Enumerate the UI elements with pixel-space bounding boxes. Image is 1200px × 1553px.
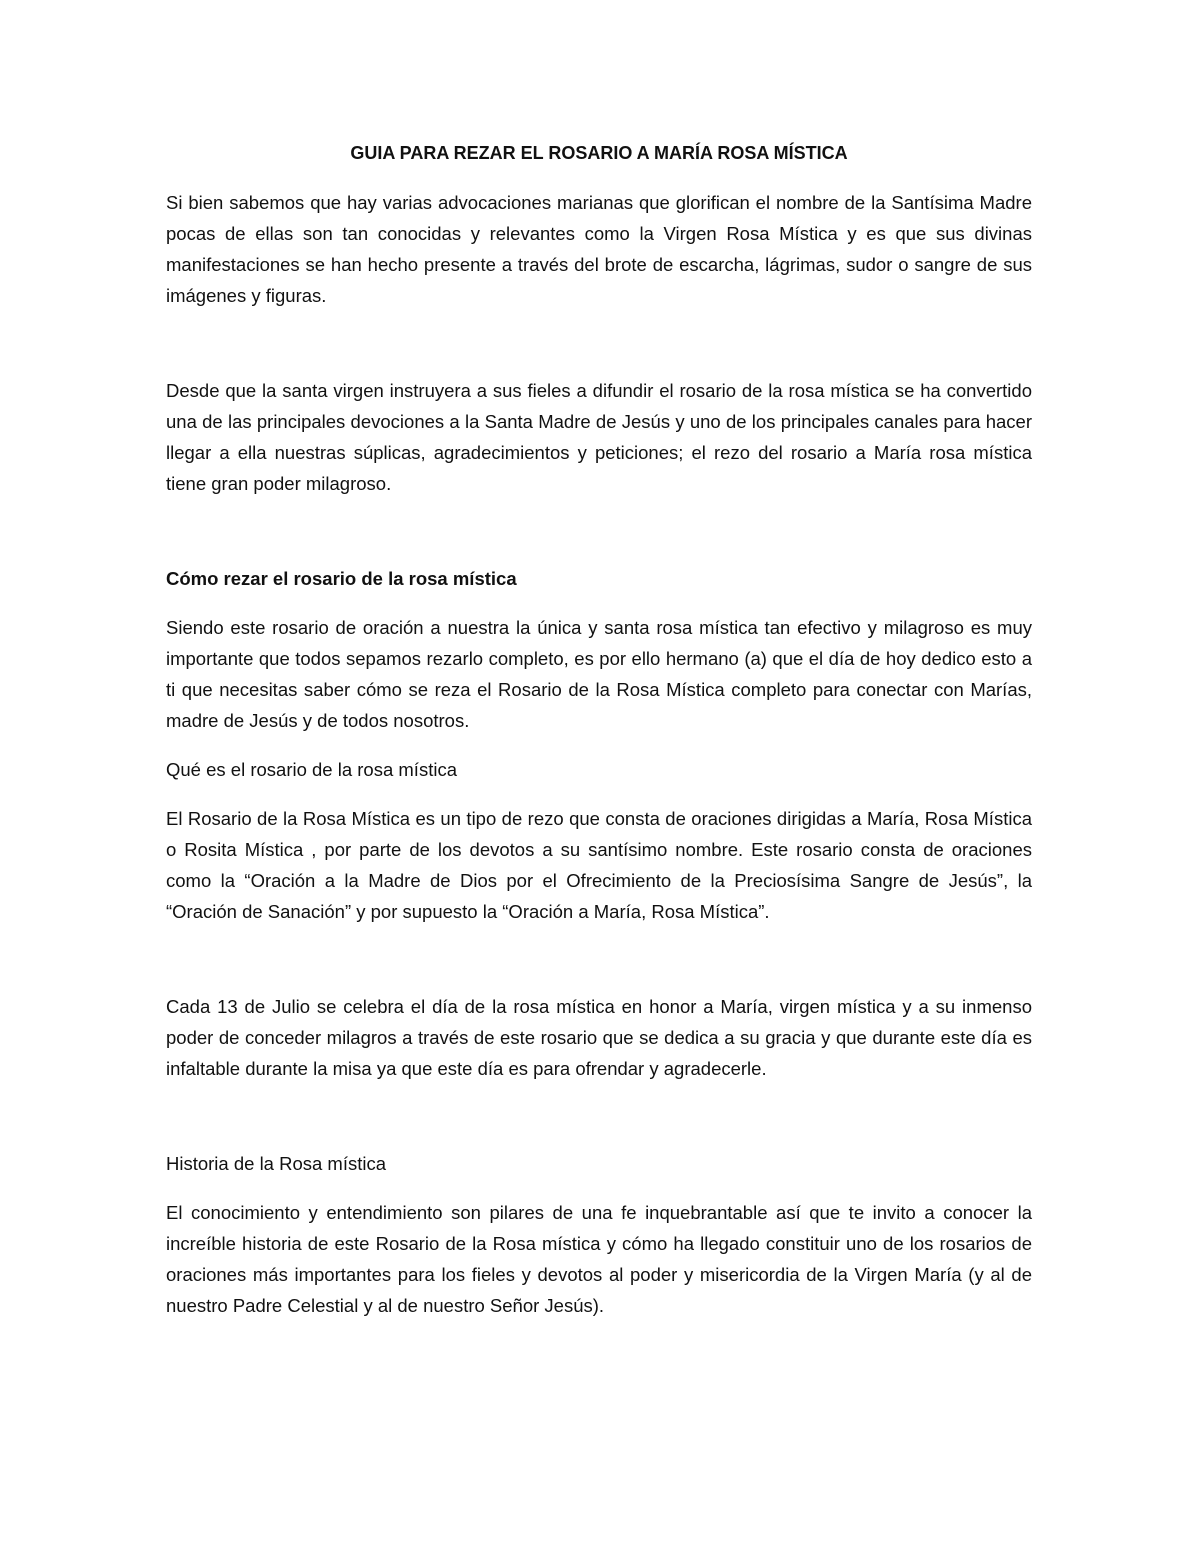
intro-paragraph-2: Desde que la santa virgen instruyera a sus fieles a difundir el rosario de la rosa mística se ha convertido una de las principales devociones a la Santa Madre de Jesús y uno de los principales canales para hacer llegar a ella nuestras súplicas, agradecimientos y peticiones; el rezo del rosario a María rosa mística tiene gran poder milagroso. [166,380,1032,494]
feast-day-paragraph: Cada 13 de Julio se celebra el día de la rosa mística en honor a María, virgen mística y a su inmenso poder de conceder milagros a través de este rosario que se dedica a su gracia y que durante este día es infaltable durante la misa ya que este día es para ofrendar y agradecerle. [166,996,1032,1079]
document-title: GUIA PARA REZAR EL ROSARIO A MARÍA ROSA MÍSTICA [350,143,848,163]
intro-paragraph-1: Si bien sabemos que hay varias advocaciones marianas que glorifican el nombre de la Santísima Madre pocas de ellas son tan conocidas y relevantes como la Virgen Rosa Mística y es que sus divinas manifestaciones se han hecho presente a través del brote de escarcha, lágrimas, sudor o sangre de sus imágenes y figuras. [166,192,1032,306]
paragraph-spacer [166,329,1032,375]
how-to-pray-heading: Cómo rezar el rosario de la rosa mística [166,568,517,589]
how-to-pray-paragraph: Siendo este rosario de oración a nuestra la única y santa rosa mística tan efectivo y milagroso es muy importante que todos sepamos rezarlo completo, es por ello hermano (a) que el día de hoy dedico esto a ti que necesitas saber cómo se reza el Rosario de la Rosa Mística completo para conectar con Marías, madre de Jesús y de todos nosotros. [166,617,1032,731]
paragraph-spacer [166,517,1032,563]
paragraph-spacer [166,945,1032,991]
what-is-heading: Qué es el rosario de la rosa mística [166,759,457,780]
history-paragraph: El conocimiento y entendimiento son pilares de una fe inquebrantable así que te invito a conocer la increíble historia de este Rosario de la Rosa mística y cómo ha llegado constituir uno de los rosarios de oraciones más importantes para los fieles y devotos al poder y misericordia de la Virgen María (y al de nuestro Padre Celestial y al de nuestro Señor Jesús). [166,1202,1032,1316]
history-heading: Historia de la Rosa mística [166,1153,387,1174]
what-is-paragraph: El Rosario de la Rosa Mística es un tipo de rezo que consta de oraciones dirigidas a María, Rosa Mística o Rosita Mística , por parte de los devotos a su santísimo nombre. Este rosario consta de oraciones como la “Oración a la Madre de Dios por el Ofrecimiento de la Preciosísima Sangre de Jesús”, la “Oración de Sanación” y por supuesto la “Oración a María, Rosa Mística”. [166,808,1032,922]
paragraph-spacer [166,1102,1032,1148]
document-body [166,138,1032,1339]
